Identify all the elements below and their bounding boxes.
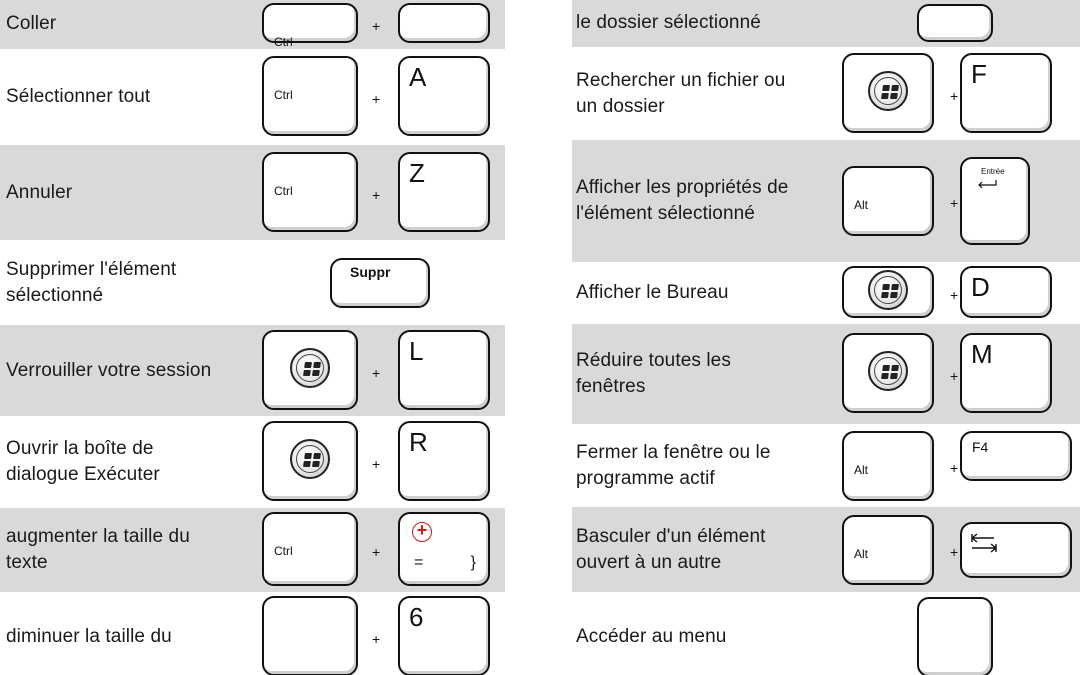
shortcut-row [0, 508, 505, 592]
plus-sign: + [372, 544, 381, 560]
key-alt [842, 166, 934, 236]
windows-flag-icon [303, 453, 321, 467]
plus-circle-icon: + [412, 522, 432, 542]
key-label: Ctrl [274, 88, 293, 102]
windows-logo-icon [290, 348, 330, 388]
shortcut-row [0, 592, 505, 675]
shortcut-row [0, 145, 505, 240]
shortcut-row [572, 140, 1080, 262]
key-combination [0, 325, 505, 416]
key-label: Suppr [350, 263, 391, 280]
shortcut-row [572, 592, 1080, 675]
key-label: Ctrl [274, 544, 293, 558]
key-win [262, 421, 358, 501]
key-r [398, 421, 490, 501]
key-f4 [960, 431, 1072, 481]
key-ctrl [262, 3, 358, 49]
key-label: Alt [854, 462, 869, 477]
windows-logo-icon [290, 439, 330, 479]
key-combination [572, 424, 1080, 507]
key-combination [0, 49, 505, 145]
key-d [960, 266, 1052, 318]
shortcut-row [0, 49, 505, 145]
key-combination [572, 592, 1080, 675]
plus-sign: + [372, 364, 381, 381]
shortcut-description: Réduire toutes les fenêtres [576, 350, 731, 397]
key-l [398, 330, 490, 410]
plus-sign: + [950, 543, 959, 560]
key-combination [572, 262, 1080, 324]
key-blank [262, 596, 358, 675]
key-lower-label: = [414, 554, 424, 571]
shortcut-row [572, 262, 1080, 324]
shortcut-description: Rechercher un fichier ou un dossier [576, 69, 786, 117]
shortcut-row [0, 416, 505, 508]
key-label: M [971, 339, 993, 369]
key-ctrl [262, 512, 358, 586]
shortcut-row [0, 0, 505, 49]
key-combination [572, 140, 1080, 262]
windows-logo-icon [868, 270, 908, 310]
shortcut-description: Coller [6, 13, 57, 34]
shortcut-row [0, 240, 505, 325]
key-ctrl [262, 56, 358, 136]
key-combination [0, 508, 505, 592]
windows-logo-icon [868, 351, 908, 391]
key-combination [572, 324, 1080, 424]
windows-flag-icon [881, 365, 899, 379]
shortcut-row [572, 424, 1080, 507]
key-combination [572, 47, 1080, 140]
shortcut-description: Basculer d'un élément ouvert à un autre [576, 525, 766, 573]
key-z [398, 152, 490, 232]
plus-sign: + [372, 18, 381, 34]
key-label: Ctrl [274, 183, 293, 198]
key-label: 6 [409, 602, 424, 632]
shortcut-row [0, 325, 505, 416]
plus-sign: + [372, 456, 381, 472]
shortcut-description: Afficher les propriétés de l'élément sélectionné [576, 177, 789, 224]
key-f [960, 53, 1052, 133]
shortcut-description: Verrouiller votre session [6, 359, 212, 381]
key-a [398, 56, 490, 136]
shortcut-row [572, 507, 1080, 592]
key-alt [842, 431, 934, 501]
windows-flag-icon [881, 85, 899, 99]
shortcut-description: Afficher le Bureau [576, 282, 729, 303]
key-6 [398, 596, 490, 675]
key-label: L [409, 335, 424, 366]
shortcut-description: Sélectionner tout [6, 86, 151, 107]
key-combination [0, 416, 505, 508]
key-single-blank [917, 597, 993, 675]
shortcut-description: Ouvrir la boîte de dialogue Exécuter [6, 438, 160, 485]
key-m [960, 333, 1052, 413]
key-combination [572, 0, 1080, 47]
tab-arrows-icon [970, 532, 998, 554]
shortcut-row [572, 47, 1080, 140]
shortcut-description: Supprimer l'élément sélectionné [6, 258, 177, 306]
key-combination [0, 592, 505, 675]
key-label: Entrée [981, 167, 1005, 176]
windows-flag-icon [303, 362, 321, 376]
key-win [262, 330, 358, 410]
key-win [842, 53, 934, 133]
key-label: Ctrl [274, 35, 293, 49]
shortcut-description: augmenter la taille du texte [6, 526, 190, 573]
plus-sign: + [950, 459, 959, 476]
plus-sign: + [950, 287, 959, 303]
key-tab [960, 522, 1072, 578]
shortcut-description: Annuler [6, 181, 73, 203]
key-label: F4 [972, 438, 989, 455]
shortcut-description: diminuer la taille du [6, 626, 172, 647]
key-combination [0, 145, 505, 240]
key-win [842, 266, 934, 318]
key-label: A [409, 62, 427, 92]
key-combination [572, 507, 1080, 592]
key-label: R [409, 427, 428, 457]
plus-sign: + [950, 368, 959, 384]
key-label: D [971, 272, 990, 302]
windows-logo-icon [868, 71, 908, 111]
key-entr-e [960, 157, 1030, 245]
enter-arrow-icon [976, 179, 998, 189]
key-label: Alt [854, 198, 869, 212]
shortcut-description: Accéder au menu [576, 626, 727, 647]
key-label: F [971, 58, 987, 89]
shortcut-description: le dossier sélectionné [576, 12, 761, 33]
plus-sign: + [372, 186, 381, 203]
key-suppr [330, 258, 430, 308]
shortcut-row [572, 0, 1080, 47]
key-label: Alt [854, 546, 869, 561]
key-label: Z [409, 157, 425, 188]
key-combination [0, 240, 505, 325]
plus-sign: + [372, 91, 381, 107]
key-ctrl [262, 152, 358, 232]
plus-sign: + [372, 631, 381, 647]
shortcut-row [572, 324, 1080, 424]
key-brace-label: } [470, 554, 476, 571]
plus-sign: + [950, 87, 959, 104]
key-- [398, 512, 490, 586]
key-alt [842, 515, 934, 585]
plus-sign: + [950, 195, 959, 211]
key-win [842, 333, 934, 413]
key-single-blank [917, 4, 993, 42]
windows-flag-icon [881, 284, 899, 298]
key-blank [398, 3, 490, 43]
shortcut-description: Fermer la fenêtre ou le programme actif [576, 441, 771, 489]
key-combination [0, 0, 505, 49]
